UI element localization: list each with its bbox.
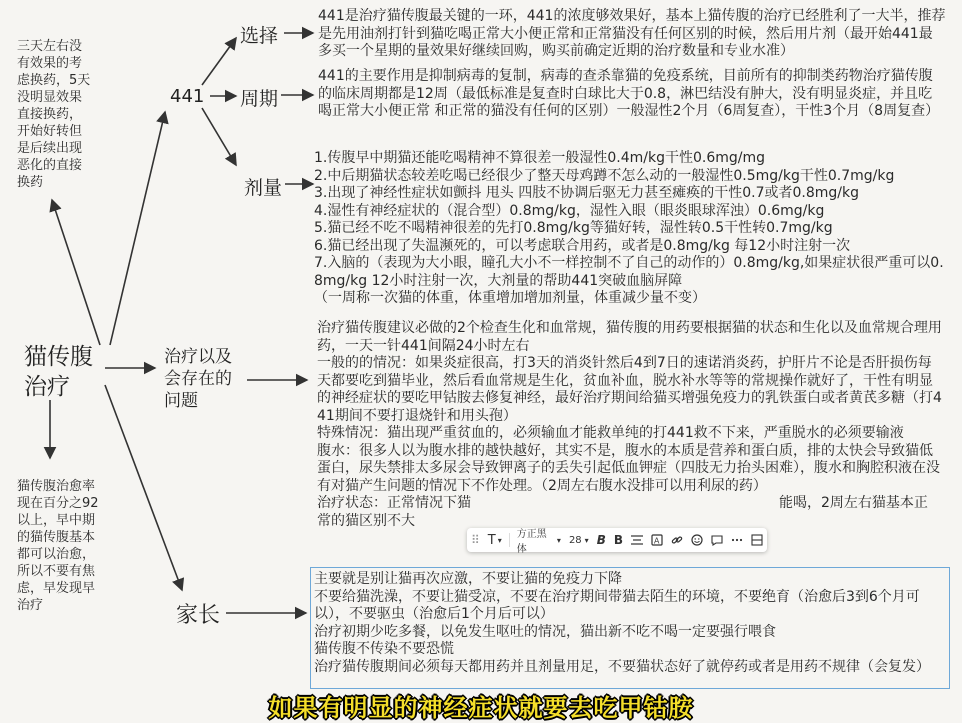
italic-button[interactable]: B — [596, 533, 606, 547]
dose-line-4: 4.湿性有神经症状的（混合型）0.8mg/kg，湿性入眼（眼炎眼球浑浊）0.6mg/kg — [314, 202, 825, 219]
node-441: 441 — [170, 86, 205, 107]
font-size-value: 28 — [568, 534, 582, 546]
font-size-select[interactable] — [565, 528, 593, 552]
parent-line-5: 治疗猫传腹期间必须每天都用药并且剂量用足，不要猫状态好了就停药或者是用药不规律（会复发） — [314, 658, 930, 675]
dose-line-3: 3.出现了神经性症状如颤抖 甩头 四肢不协调后驱无力甚至瘫痪的干性0.7或者0.8mg/kg — [314, 185, 860, 201]
more-options-button[interactable] — [727, 528, 747, 552]
layout-icon — [751, 534, 763, 546]
font-family-select[interactable] — [513, 528, 565, 555]
branch-dose: 剂量 — [244, 177, 283, 199]
root-title: 猫传腹 治疗 — [24, 344, 93, 400]
problems-para-4: 腹水：很多人以为腹水排的越快越好，其实不是，腹水的本质是营养和蛋白质，排的太快会导致猫低蛋白，尿失禁排太多尿会导致钾离子的丢失引起低血钾症（四肢无力抬头困难），腹水和胸腔积液在没有对猫产生问题的情况下不作处理。（2周左右腹水没排可以用利尿的药） — [317, 442, 940, 494]
problems-para-5-end: 能喝，2周左右猫基本正 — [779, 495, 928, 511]
svg-text:A: A — [654, 536, 660, 546]
left-top-note: 三天左右没 有效果的考 虑换药，5天 没明显效果 直接换药， 开始好转但 是后续出现 恶化的直接 换药 — [17, 39, 91, 190]
drag-handle-icon[interactable]: ⠿ — [471, 533, 480, 547]
layout-button[interactable] — [747, 528, 767, 552]
dose-line-5: 5.猫已经不吃不喝精神很差的先打0.8mg/kg等猫好转，湿性转0.5干性转0.7mg/kg — [314, 220, 833, 236]
branch-select: 选择 — [240, 25, 279, 47]
branch-parent: 家长 — [176, 603, 221, 628]
parent-line-4: 猫传腹不传染不要恐慌 — [314, 641, 454, 657]
connector-441-dose — [202, 108, 236, 165]
select-text: 441是治疗猫传腹最关键的一环，441的浓度够效果好，基本上猫传腹的治疗已经胜利了一大半，推荐是先用油剂打针到猫吃喝正常大小便正常和正常猫没有任何区别的时候，然后用片剂（最开始441最多买一个星期的量效果好继续回购，购买前确定近期的治疗数量和专业水准） — [318, 8, 946, 59]
text-style-icon: T — [487, 532, 496, 548]
emoji-button[interactable] — [687, 528, 707, 552]
text-format-toolbar — [467, 528, 767, 555]
parent-line-3: 治疗初期少吃多餐，以免发生呕吐的情况，猫出新不吃不喝一定要强行喂食 — [314, 623, 776, 640]
problems-para-1: 治疗猫传腹建议必做的2个检查生化和血常规，猫传腹的用药要根据猫的状态和生化以及血常规合理用药，一天一针441间隔24小时左右 — [317, 320, 942, 354]
bold-button[interactable]: B — [613, 533, 623, 547]
text-style-button[interactable] — [484, 528, 506, 552]
toolbar-divider — [509, 533, 510, 547]
parent-line-1: 主要就是别让猫再次应激，不要让猫的免疫力下降 — [314, 571, 622, 587]
problems-para-6: 常的猫区别不大 — [317, 512, 415, 529]
branch-cycle: 周期 — [240, 88, 279, 110]
text-color-button[interactable] — [647, 528, 667, 552]
dose-line-7: 7.入脑的（表现为大小眼，瞳孔大小不一样控制不了自己的动作的）0.8mg/kg,如果症状很严重可以0.8mg/kg 12小时注射一次，大剂量的帮助441突破血脑屏障 — [314, 255, 944, 289]
link-icon — [671, 534, 683, 546]
connector-441-select — [202, 38, 236, 85]
smiley-icon — [691, 534, 703, 546]
more-icon — [731, 534, 743, 546]
align-icon — [631, 535, 643, 545]
connector-root-441 — [110, 112, 165, 345]
problems-para-5 — [317, 495, 945, 513]
cycle-text: 441的主要作用是抑制病毒的复制，病毒的查杀靠猫的免疫系统，目前所有的抑制类药物治疗猫传腹的临床周期都是12周（最低标准是复查时白球比大于0.8，淋巴结没有肿大，没有明显炎症，并且吃喝正常大小便正常 和正常的猫没有任何的区别）一般湿性2个月（6周复查），干性3个月（8周复查） — [318, 68, 940, 119]
dose-line-8: （一周称一次猫的体重，体重增加增加剂量，体重减少量不变） — [314, 290, 706, 306]
dose-list — [314, 150, 946, 308]
chevron-down-icon: ▾ — [497, 535, 502, 545]
parent-text[interactable] — [314, 571, 944, 676]
problems-para-2: 一般的的情况：如果炎症很高，打3天的消炎针然后4到7日的速诺消炎药，护肝片不论是否肝损伤每天都要吃到猫毕业，然后看血常规是生化，贫血补血，脱水补水等等的常规操作就好了，干性有明显的神经症状的要吃甲钴胺去修复神经，最好治疗期间给猫买增强免疫力的乳铁蛋白或者黄芪多糖（打441期间不要打退烧针和用头孢） — [317, 355, 942, 424]
branch-problems: 治疗以及 会存在的 问题 — [164, 347, 232, 411]
comment-button[interactable] — [707, 528, 727, 552]
left-bottom-note: 猫传腹治愈率 现在百分之92 以上，早中期 的猫传腹基本 都可以治愈， 所以不要有焦 虑，早发现早 治疗 — [17, 479, 99, 613]
chevron-down-icon: ▾ — [556, 535, 561, 545]
link-button[interactable] — [667, 528, 687, 552]
connector-root-top-note — [52, 200, 100, 345]
chevron-down-icon: ▾ — [584, 535, 589, 545]
problems-text — [317, 320, 945, 530]
problems-para-3: 特殊情况：猫出现严重贫血的，必须输血才能救单纯的打441救不下来，严重脱水的必须要输液 — [317, 425, 904, 441]
font-family-value: 方正黑体 — [516, 529, 547, 555]
parent-line-2: 不要给猫洗澡，不要让猫受凉，不要在治疗期间带猫去陌生的环境，不要绝育（治愈后3到6个月可以），不要驱虫（治愈后1个月后可以） — [314, 588, 920, 622]
comment-icon — [711, 534, 723, 546]
problems-para-5-start: 治疗状态：正常情况下猫 — [317, 495, 471, 511]
align-button[interactable] — [627, 528, 647, 552]
dose-line-2: 2.中后期猫状态较差吃喝已经很少了整天母鸡蹲不怎么动的一般湿性0.5mg/kg干性0.7mg/kg — [314, 167, 895, 184]
dose-line-1: 1.传腹早中期猫还能吃喝精神不算很差一般湿性0.4m/kg干性0.6mg/mg — [314, 150, 765, 166]
dose-line-6: 6.猫已经出现了失温濒死的，可以考虑联合用药，或者是0.8mg/kg 每12小时注射一次 — [314, 237, 851, 254]
text-color-icon — [651, 534, 663, 546]
video-subtitle: 如果有明显的神经症状就要去吃甲钴胺 — [268, 694, 694, 722]
